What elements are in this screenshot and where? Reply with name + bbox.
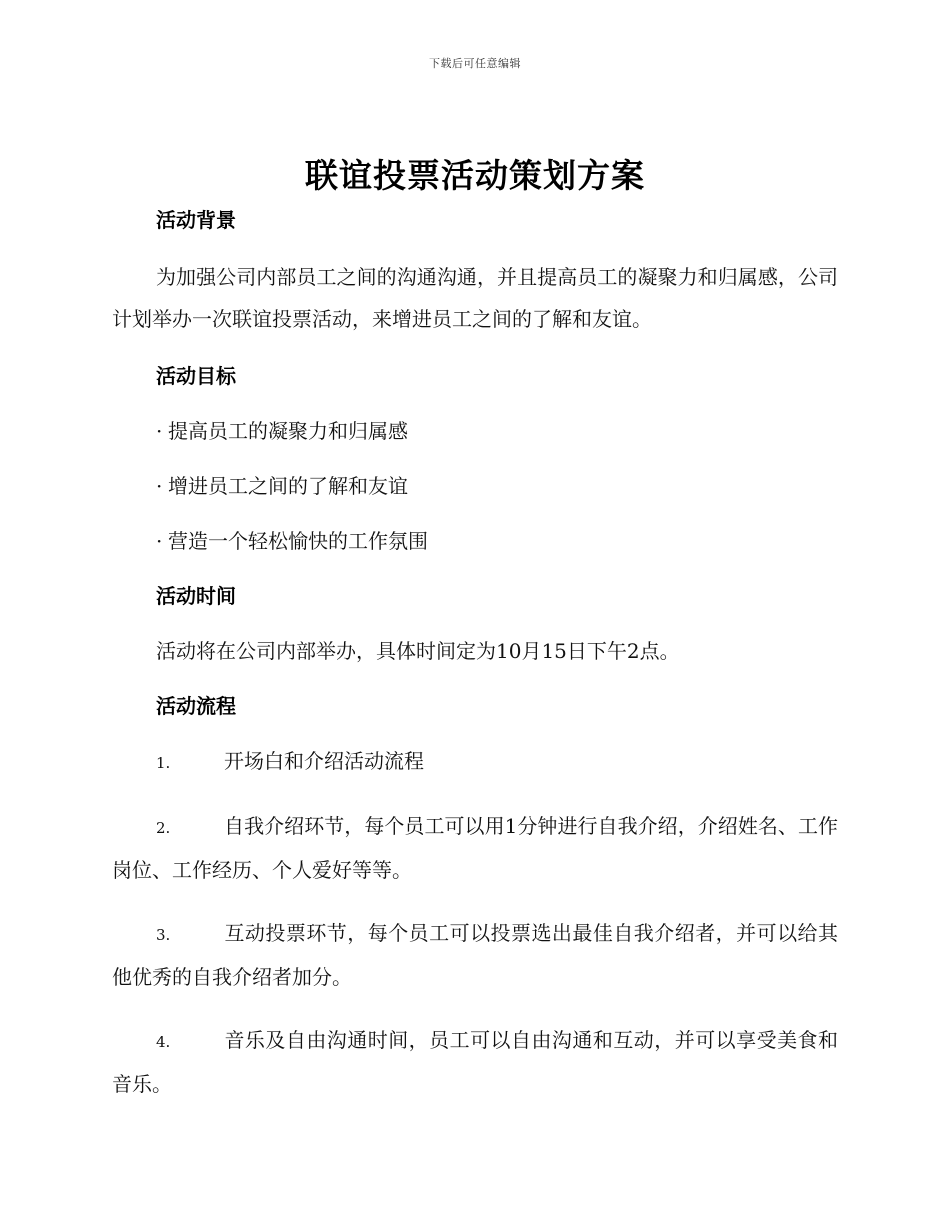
step-number: 3.	[156, 926, 171, 944]
goal-item-text: 增进员工之间的了解和友谊	[168, 474, 408, 498]
process-step	[112, 740, 838, 784]
time-paragraph: 活动将在公司内部举办，具体时间定为10月15日下午2点。	[156, 639, 680, 663]
process-step	[112, 912, 838, 998]
header-note: 下载后可任意编辑	[429, 57, 521, 70]
background-paragraph: 为加强公司内部员工之间的沟通沟通，并且提高员工的凝聚力和归属感，公司计划举办一次联谊投票活动，来增进员工之间的了解和友谊。	[112, 265, 838, 331]
step-number: 1.	[156, 754, 171, 772]
section-heading-time: 活动时间	[156, 584, 236, 608]
document-title: 联谊投票活动策划方案	[305, 156, 645, 195]
goal-item: · 营造一个轻松愉快的工作氛围	[156, 529, 428, 553]
step-text: 开场白和介绍活动流程	[224, 749, 424, 773]
goal-item-text: 营造一个轻松愉快的工作氛围	[168, 529, 428, 553]
document-body	[112, 205, 838, 1126]
goal-item: · 提高员工的凝聚力和归属感	[156, 419, 408, 443]
section-heading-background: 活动背景	[156, 208, 236, 232]
process-step	[112, 1019, 838, 1105]
process-step	[112, 805, 838, 891]
step-text: 自我介绍环节，每个员工可以用1分钟进行自我介绍，介绍姓名、工作岗位、工作经历、个人爱好等等。	[112, 814, 838, 882]
step-text: 音乐及自由沟通时间，员工可以自由沟通和互动，并可以享受美食和音乐。	[112, 1028, 838, 1096]
goal-item-text: 提高员工的凝聚力和归属感	[168, 419, 408, 443]
step-number: 2.	[156, 819, 171, 837]
step-text: 互动投票环节，每个员工可以投票选出最佳自我介绍者，并可以给其他优秀的自我介绍者加分。	[112, 921, 838, 989]
step-number: 4.	[156, 1033, 171, 1051]
section-heading-process: 活动流程	[156, 694, 236, 718]
goal-item: · 增进员工之间的了解和友谊	[156, 474, 408, 498]
section-heading-goals: 活动目标	[156, 364, 236, 388]
